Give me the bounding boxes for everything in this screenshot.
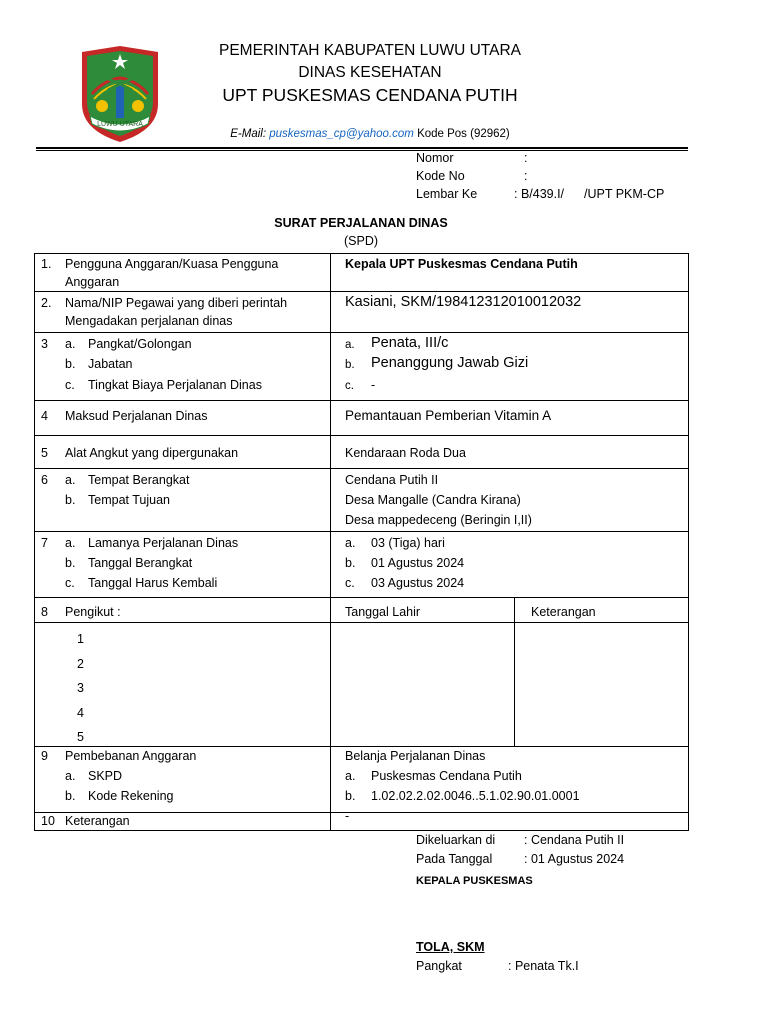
row-number: 5: [41, 446, 48, 460]
item-letter: c.: [65, 576, 75, 590]
signatory-name: TOLA, SKM: [416, 940, 485, 954]
lembar-label: Lembar Ke: [416, 187, 478, 201]
item-letter: a.: [65, 473, 76, 487]
row-label: Jabatan: [88, 357, 133, 371]
row-value: Kasiani, SKM/198412312010012032: [345, 294, 582, 310]
row-value: Penata, III/c: [371, 335, 449, 351]
row-value: Desa mappedeceng (Beringin I,II): [345, 513, 532, 527]
row-label: Anggaran: [65, 275, 120, 289]
item-letter: a.: [345, 536, 356, 550]
header-line-1: PEMERINTAH KABUPATEN LUWU UTARA: [219, 42, 521, 59]
row-value: 03 Agustus 2024: [371, 576, 465, 590]
table-row: [35, 813, 689, 831]
column-header-notes: Keterangan: [531, 605, 596, 619]
date-value: : 01 Agustus 2024: [524, 852, 625, 866]
spd-table: [34, 253, 689, 831]
row-label: Pembebanan Anggaran: [65, 749, 197, 763]
row-value: Belanja Perjalanan Dinas: [345, 749, 486, 763]
signatory-position: KEPALA PUSKESMAS: [416, 875, 533, 887]
kode-value: :: [524, 169, 528, 183]
row-number: 1.: [41, 257, 52, 271]
row-number: 9: [41, 749, 48, 763]
item-letter: a.: [345, 769, 356, 783]
issued-value: : Cendana Putih II: [524, 833, 625, 847]
column-header-birthdate: Tanggal Lahir: [345, 605, 421, 619]
row-value: Cendana Putih II: [345, 473, 439, 487]
item-letter: c.: [65, 378, 75, 392]
row-value: 03 (Tiga) hari: [371, 536, 445, 550]
row-number: 3: [41, 337, 48, 351]
item-letter: a.: [65, 769, 76, 783]
table-row: [35, 401, 689, 436]
row-label: Kode Rekening: [88, 789, 174, 803]
header-rule-thick: [36, 147, 688, 149]
row-label: Pengikut :: [65, 605, 121, 619]
item-letter: b.: [345, 359, 355, 371]
item-letter: a.: [65, 536, 76, 550]
table-row: [35, 292, 689, 333]
row-number: 4: [41, 409, 48, 423]
item-letter: a.: [345, 339, 355, 351]
birthdate-cell: [331, 623, 514, 746]
nomor-value: :: [524, 151, 528, 165]
row-value: Puskesmas Cendana Putih: [371, 769, 522, 783]
row-value: Pemantauan Pemberian Vitamin A: [345, 408, 552, 423]
header-line-3: UPT PUSKESMAS CENDANA PUTIH: [222, 85, 518, 105]
table-row: [35, 254, 689, 292]
header-line-2: DINAS KESEHATAN: [298, 64, 442, 81]
nomor-label: Nomor: [416, 151, 454, 165]
table-row: [35, 598, 689, 623]
row-number: 2.: [41, 296, 52, 310]
svg-text:LUWU UTARA: LUWU UTARA: [97, 121, 143, 128]
rank-value: : Penata Tk.I: [508, 959, 579, 973]
row-label: Tempat Berangkat: [88, 473, 190, 487]
row-number: 6: [41, 473, 48, 487]
issued-label: Dikeluarkan di: [416, 833, 496, 847]
row-value: Penanggung Jawab Gizi: [371, 355, 529, 371]
table-row: [35, 469, 689, 532]
table-row: [35, 747, 689, 813]
date-label: Pada Tanggal: [416, 852, 493, 866]
row-value: -: [345, 809, 350, 823]
header-rule-thin: [36, 150, 688, 151]
follower-number: 1: [77, 632, 84, 646]
table-row: [35, 623, 689, 747]
row-label: Tingkat Biaya Perjalanan Dinas: [88, 378, 262, 392]
row-label: Pangkat/Golongan: [88, 337, 192, 351]
row-label: Tanggal Berangkat: [88, 556, 193, 570]
row-label: Nama/NIP Pegawai yang diberi perintah: [65, 296, 288, 310]
row-label: Alat Angkut yang dipergunakan: [65, 446, 239, 460]
row-value: Kendaraan Roda Dua: [345, 446, 466, 460]
document-subtitle: (SPD): [343, 234, 379, 248]
row-value: Desa Mangalle (Candra Kirana): [345, 493, 521, 507]
kode-label: Kode No: [416, 169, 465, 183]
notes-cell: [515, 623, 688, 746]
item-letter: b.: [345, 789, 356, 803]
row-label: Keterangan: [65, 814, 130, 828]
email-link[interactable]: puskesmas_cp@yahoo.com: [269, 128, 414, 140]
follower-number: 4: [77, 706, 84, 720]
item-letter: b.: [65, 493, 76, 507]
item-letter: b.: [65, 357, 76, 371]
row-label: Lamanya Perjalanan Dinas: [88, 536, 239, 550]
follower-number: 3: [77, 681, 84, 695]
item-letter: c.: [345, 576, 355, 590]
row-value: 1.02.02.2.02.0046..5.1.02.90.01.0001: [371, 789, 580, 803]
table-row: [35, 436, 689, 469]
row-label: SKPD: [88, 769, 123, 783]
postal-code: Kode Pos (92962): [417, 128, 510, 140]
lembar-suffix: /UPT PKM-CP: [584, 187, 665, 201]
row-label: Tempat Tujuan: [88, 493, 170, 507]
row-label: Pengguna Anggaran/Kuasa Pengguna: [65, 257, 279, 271]
row-value: Kepala UPT Puskesmas Cendana Putih: [345, 257, 578, 271]
follower-number: 5: [77, 730, 84, 744]
rank-label: Pangkat: [416, 959, 462, 973]
item-letter: a.: [65, 337, 76, 351]
row-value: -: [371, 378, 376, 392]
item-letter: b.: [65, 789, 76, 803]
item-letter: c.: [345, 380, 354, 392]
table-row: [35, 333, 689, 401]
table-row: [35, 532, 689, 598]
row-value: 01 Agustus 2024: [371, 556, 465, 570]
document-title: SURAT PERJALANAN DINAS: [274, 216, 448, 230]
row-label: Tanggal Harus Kembali: [88, 576, 218, 590]
row-number: 10: [41, 814, 55, 828]
email-label: E-Mail:: [230, 128, 267, 140]
follower-number: 2: [77, 657, 84, 671]
item-letter: b.: [345, 556, 356, 570]
item-letter: b.: [65, 556, 76, 570]
row-number: 7: [41, 536, 48, 550]
contact-line: [150, 128, 590, 140]
row-number: 8: [41, 605, 48, 619]
row-label: Maksud Perjalanan Dinas: [65, 409, 208, 423]
row-label: Mengadakan perjalanan dinas: [65, 314, 233, 328]
lembar-value: : B/439.I/: [514, 187, 565, 201]
